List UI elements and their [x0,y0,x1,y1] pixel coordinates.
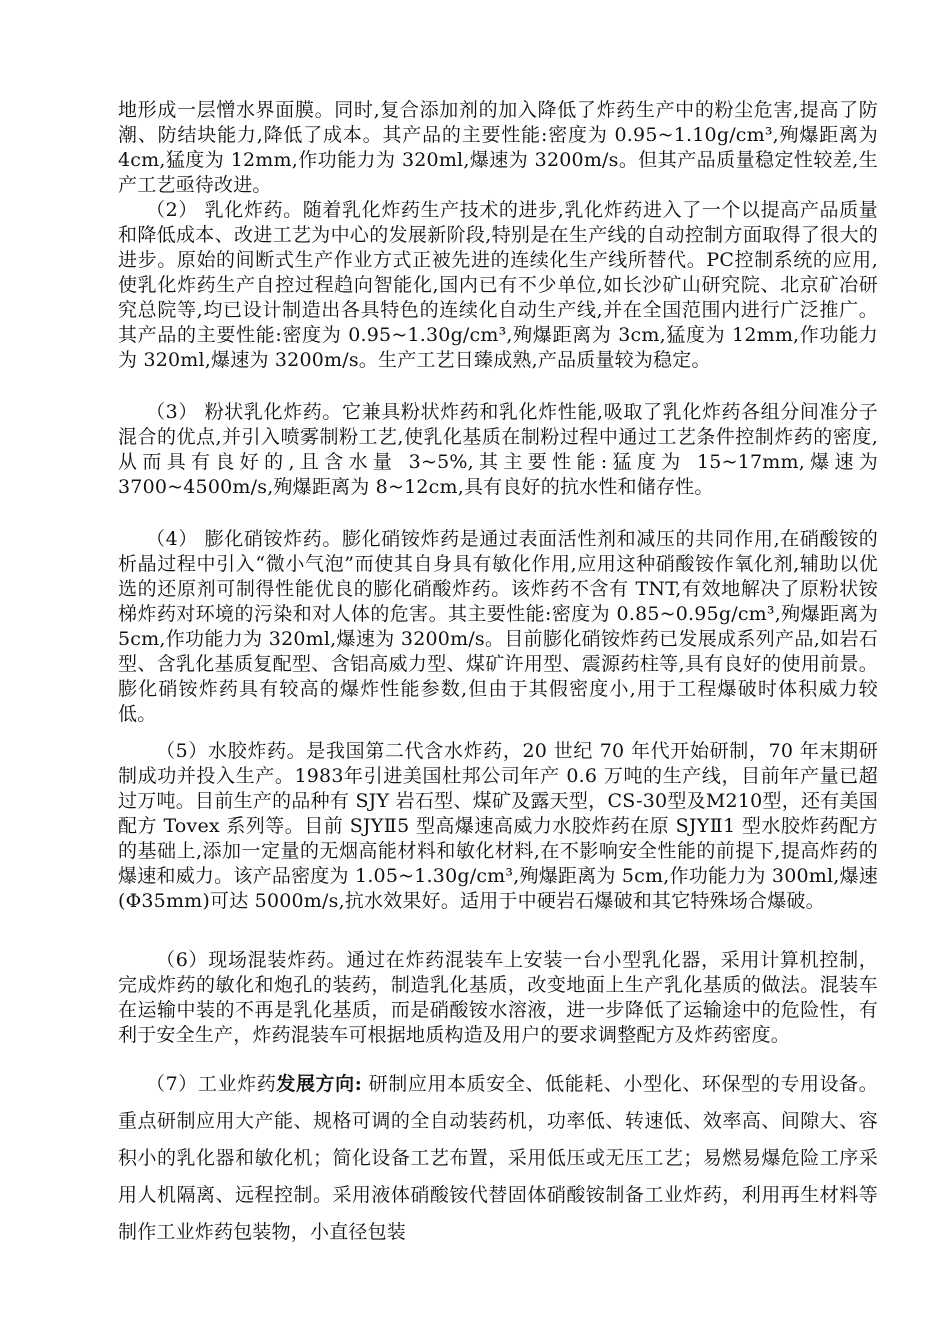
p7-body: 研制应用本质安全、低能耗、小型化、环保型的专用设备。重点研制应用大产能、规格可调的全自动装药机，功率低、转速低、效率高、间隙大、容积小的乳化器和敏化机；简化设备工艺布置，采用低压或无压工艺；易燃易爆危险工序采用人机隔离、远程控制。采用液体硝酸铵代替固体硝酸铵制备工业炸药，利用再生材料等制作工业炸药包装物，小直径包装 [118,1073,878,1243]
p7-lead: （7）工业炸药 [146,1073,277,1095]
paragraph-expanded-ammonium-nitrate: （4） 膨化硝铵炸药。膨化硝铵炸药是通过表面活性剂和减压的共同作用,在硝酸铵的析晶过程中引入“微小气泡”而使其自身具有敏化作用,应用这种硝酸铵作氧化剂,辅助以优选的还原剂可制得性能优良的膨化硝酸炸药。该炸药不含有 TNT,有效地解决了原粉状铵梯炸药对环境的污染和对人体的危害。其主要性能:密度为 0.85~0.95g/cm³,殉爆距离为 5cm,作功能力为 320ml,爆速为 3200m/s。目前膨化硝铵炸药已发展成系列产品,如岩石型、含乳化基质复配型、含铝高威力型、煤矿许用型、震源药柱等,具有良好的使用前景。膨化硝铵炸药具有较高的爆炸性能参数,但由于其假密度小,用于工程爆破时体积威力较低。 [118,528,878,725]
paragraph-development-direction [118,1066,878,1251]
paragraph-water-gel-explosive: （5）水胶炸药。是我国第二代含水炸药，20 世纪 70 年代开始研制，70 年末期研制成功并投入生产。1983年引进美国杜邦公司年产 0.6 万吨的生产线，目前年产量已超过万吨。目前生产的品种有 SJY 岩石型、煤矿及露天型，CS-30型及M210型，还有美国配方 Tovex 系列等。目前 SJYⅡ5 型高爆速高威力水胶炸药在原 SJYⅡ1 型水胶炸药配方的基础上,添加一定量的无烟高能材料和敏化材料,在不影响安全性能的前提下,提高炸药的爆速和威力。该产品密度为 1.05~1.30g/cm³,殉爆距离为 5cm,作功能力为 300ml,爆速(Φ35mm)可达 5000m/s,抗水效果好。适用于中硬岩石爆破和其它特殊场合爆破。 [118,740,878,912]
paragraph-emulsion-explosive: （2） 乳化炸药。随着乳化炸药生产技术的进步,乳化炸药进入了一个以提高产品质量和降低成本、改进工艺为中心的发展新阶段,特别是在生产线的自动控制方面取得了很大的进步。原始的间断式生产作业方式正被先进的连续化生产线所替代。PC控制系统的应用,使乳化炸药生产自控过程趋向智能化,国内已有不少单位,如长沙矿山研究院、北京矿冶研究总院等,均已设计制造出各具特色的连续化自动生产线,并在全国范围内进行广泛推广。其产品的主要性能:密度为 0.95~1.30g/cm³,殉爆距离为 3cm,猛度为 12mm,作功能力为 320ml,爆速为 3200m/s。生产工艺日臻成熟,产品质量较为稳定。 [118,199,878,371]
paragraph-continued: 地形成一层憎水界面膜。同时,复合添加剂的加入降低了炸药生产中的粉尘危害,提高了防潮、防结块能力,降低了成本。其产品的主要性能:密度为 0.95~1.10g/cm³,殉爆距离为 4cm,猛度为 12mm,作功能力为 320ml,爆速为 3200m/s。但其产品质量稳定性较差,生产工艺亟待改进。 [118,99,878,196]
paragraph-on-site-mixed-explosive: （6）现场混装炸药。通过在炸药混装车上安装一台小型乳化器，采用计算机控制，完成炸药的敏化和炮孔的装药，制造乳化基质，改变地面上生产乳化基质的做法。混装车在运输中装的不再是乳化基质，而是硝酸铵水溶液，进一步降低了运输途中的危险性，有利于安全生产，炸药混装车可根据地质构造及用户的要求调整配方及炸药密度。 [118,949,878,1046]
paragraph-powder-emulsion-explosive: （3） 粉状乳化炸药。它兼具粉状炸药和乳化炸性能,吸取了乳化炸药各组分间准分子混合的优点,并引入喷雾制粉工艺,使乳化基质在制粉过程中通过工艺条件控制炸药的密度,从而具有良好的,且含水量 3~5%,其主要性能:猛度为 15~17mm,爆速为 3700~4500m/s,殉爆距离为 8~12cm,具有良好的抗水性和储存性。 [118,401,878,498]
p7-bold-heading: 发展方向: [276,1073,362,1095]
